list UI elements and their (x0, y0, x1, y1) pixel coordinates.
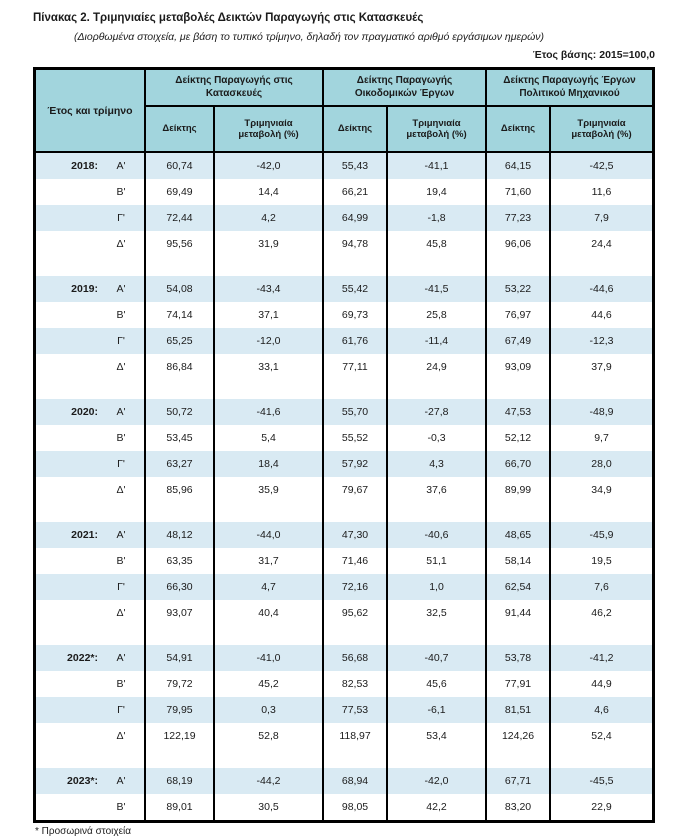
year-quarter-cell (36, 302, 146, 328)
value-cell: 83,20 (487, 794, 551, 820)
value-cell: 94,78 (324, 231, 388, 257)
value-cell: 77,11 (324, 354, 388, 380)
year-quarter-cell (36, 794, 146, 820)
value-cell: -40,6 (388, 522, 487, 548)
value-cell: -41,0 (215, 645, 324, 671)
empty-cell (487, 380, 551, 399)
table-row (36, 276, 652, 302)
table-row (36, 179, 652, 205)
empty-cell (388, 503, 487, 522)
value-cell: -44,0 (215, 522, 324, 548)
value-cell: 124,26 (487, 723, 551, 749)
year-quarter-cell (36, 354, 146, 380)
year-label: 2021: (71, 529, 98, 541)
header-sub-index-1: Δείκτης (146, 107, 215, 151)
empty-cell (215, 380, 324, 399)
value-cell: 52,4 (591, 730, 612, 742)
empty-cell (551, 749, 652, 768)
value-cell: 19,4 (388, 179, 487, 205)
value-cell: 53,4 (388, 723, 487, 749)
value-cell: -40,7 (388, 645, 487, 671)
spacer-row (36, 503, 652, 522)
spacer-row (36, 257, 652, 276)
quarter-label: Β' (116, 555, 126, 567)
value-cell: 44,9 (591, 678, 612, 690)
value-cell: 53,78 (487, 645, 551, 671)
value-cell: 37,1 (215, 302, 324, 328)
table-row (36, 522, 652, 548)
value-cell: 53,45 (146, 425, 215, 451)
table-row (36, 425, 652, 451)
empty-cell (36, 626, 146, 645)
table-body (36, 153, 652, 820)
value-cell: 77,23 (487, 205, 551, 231)
spacer-row (36, 380, 652, 399)
year-label: 2018: (71, 160, 98, 172)
value-cell: 82,53 (324, 671, 388, 697)
value-cell: 65,25 (146, 328, 215, 354)
value-cell: 79,95 (146, 697, 215, 723)
value-cell: 61,76 (324, 328, 388, 354)
value-cell: 69,73 (324, 302, 388, 328)
quarter-label: Α' (116, 283, 126, 295)
quarter-label: Α' (116, 160, 126, 172)
quarter-label: Β' (116, 801, 126, 813)
value-cell: 48,12 (146, 522, 215, 548)
value-cell: 44,6 (591, 309, 612, 321)
year-quarter-cell (36, 645, 146, 671)
quarter-label: Δ' (116, 730, 126, 742)
empty-cell (487, 503, 551, 522)
empty-cell (36, 257, 146, 276)
value-cell: 5,4 (215, 425, 324, 451)
value-cell: 55,43 (324, 153, 388, 179)
value-cell: 52,8 (215, 723, 324, 749)
value-cell: 76,97 (487, 302, 551, 328)
value-cell: 91,44 (487, 600, 551, 626)
value-cell: -12,3 (589, 335, 614, 347)
value-cell: 4,2 (215, 205, 324, 231)
value-cell: 95,62 (324, 600, 388, 626)
value-cell: 24,4 (591, 238, 612, 250)
year-label: 2020: (71, 406, 98, 418)
quarter-label: Δ' (116, 238, 126, 250)
value-cell: 57,92 (324, 451, 388, 477)
value-cell: -42,0 (215, 153, 324, 179)
value-cell: 18,4 (215, 451, 324, 477)
value-cell: 62,54 (487, 574, 551, 600)
value-cell: 45,2 (215, 671, 324, 697)
value-cell: 68,94 (324, 768, 388, 794)
table-row (36, 302, 652, 328)
value-cell: 53,22 (487, 276, 551, 302)
value-cell: 48,65 (487, 522, 551, 548)
value-cell: 42,2 (388, 794, 487, 820)
year-quarter-cell (36, 451, 146, 477)
header-sub-index-3: Δείκτης (487, 107, 551, 151)
empty-cell (324, 749, 388, 768)
empty-cell (324, 626, 388, 645)
value-cell: 95,56 (146, 231, 215, 257)
value-cell: 55,52 (324, 425, 388, 451)
value-cell: 7,6 (594, 581, 609, 593)
header-sub-change-2: Τριμηνιαία μεταβολή (%) (388, 107, 487, 151)
value-cell: -6,1 (388, 697, 487, 723)
year-quarter-cell (36, 153, 146, 179)
value-cell: 71,60 (487, 179, 551, 205)
value-cell: 79,72 (146, 671, 215, 697)
value-cell: 4,6 (594, 704, 609, 716)
year-quarter-cell (36, 522, 146, 548)
quarter-label: Α' (116, 652, 126, 664)
empty-cell (324, 380, 388, 399)
value-cell: 45,6 (388, 671, 487, 697)
year-quarter-cell (36, 328, 146, 354)
table-row (36, 477, 652, 503)
value-cell: -44,6 (589, 283, 614, 295)
table-row (36, 574, 652, 600)
quarter-label: Γ' (117, 212, 125, 224)
empty-cell (551, 503, 652, 522)
quarter-label: Α' (116, 406, 126, 418)
empty-cell (487, 626, 551, 645)
value-cell: 96,06 (487, 231, 551, 257)
base-year-note: Έτος βάσης: 2015=100,0 (532, 49, 655, 61)
value-cell: 25,8 (388, 302, 487, 328)
value-cell: 86,84 (146, 354, 215, 380)
value-cell: 85,96 (146, 477, 215, 503)
empty-cell (215, 749, 324, 768)
value-cell: 45,8 (388, 231, 487, 257)
spacer-row (36, 749, 652, 768)
empty-cell (324, 503, 388, 522)
table-row (36, 231, 652, 257)
year-quarter-cell (36, 231, 146, 257)
value-cell: 22,9 (591, 801, 612, 813)
empty-cell (146, 380, 215, 399)
empty-cell (388, 380, 487, 399)
quarter-label: Δ' (116, 361, 126, 373)
year-quarter-cell (36, 600, 146, 626)
value-cell: 7,9 (594, 212, 609, 224)
table-row (36, 328, 652, 354)
value-cell: -41,1 (388, 153, 487, 179)
empty-cell (215, 626, 324, 645)
value-cell: 93,09 (487, 354, 551, 380)
year-quarter-cell (36, 548, 146, 574)
value-cell: 89,99 (487, 477, 551, 503)
page-subtitle: (Διορθωμένα στοιχεία, με βάση το τυπικό τρίμηνο, δηλαδή τον πραγματικό αριθμό εργάσιμων ημερών) (74, 31, 545, 43)
value-cell: 77,91 (487, 671, 551, 697)
quarter-label: Α' (116, 775, 126, 787)
value-cell: 64,15 (487, 153, 551, 179)
empty-cell (324, 257, 388, 276)
quarter-label: Δ' (116, 607, 126, 619)
header-sub-change-3: Τριμηνιαία μεταβολή (%) (571, 117, 632, 140)
table-row (36, 768, 652, 794)
empty-cell (146, 749, 215, 768)
empty-cell (215, 257, 324, 276)
value-cell: 34,9 (591, 484, 612, 496)
value-cell: 66,21 (324, 179, 388, 205)
year-quarter-cell (36, 276, 146, 302)
page-title: Πίνακας 2. Τριμηνιαίες μεταβολές Δεικτών Παραγωγής στις Κατασκευές (33, 12, 424, 24)
value-cell: -43,4 (215, 276, 324, 302)
header-group-building-works: Δείκτης Παραγωγής Οικοδομικών Έργων (324, 70, 487, 107)
quarter-label: Β' (116, 432, 126, 444)
value-cell: -1,8 (388, 205, 487, 231)
year-label: 2019: (71, 283, 98, 295)
table-header (36, 70, 652, 153)
value-cell: 9,7 (594, 432, 609, 444)
value-cell: 68,19 (146, 768, 215, 794)
value-cell: 66,30 (146, 574, 215, 600)
value-cell: 4,7 (215, 574, 324, 600)
footnote: * Προσωρινά στοιχεία (35, 826, 132, 837)
value-cell: -41,2 (589, 652, 614, 664)
year-quarter-cell (36, 671, 146, 697)
value-cell: 50,72 (146, 399, 215, 425)
value-cell: 35,9 (215, 477, 324, 503)
empty-cell (388, 626, 487, 645)
table-row (36, 794, 652, 820)
value-cell: -41,6 (215, 399, 324, 425)
table-row (36, 153, 652, 179)
empty-cell (36, 380, 146, 399)
value-cell: 67,49 (487, 328, 551, 354)
value-cell: 60,74 (146, 153, 215, 179)
value-cell: -0,3 (388, 425, 487, 451)
value-cell: -42,5 (589, 160, 614, 172)
value-cell: 89,01 (146, 794, 215, 820)
value-cell: 0,3 (215, 697, 324, 723)
year-quarter-cell (36, 723, 146, 749)
value-cell: 74,14 (146, 302, 215, 328)
quarter-label: Γ' (117, 458, 125, 470)
data-table (33, 67, 655, 823)
empty-cell (388, 257, 487, 276)
value-cell: 14,4 (215, 179, 324, 205)
value-cell: -44,2 (215, 768, 324, 794)
value-cell: 55,42 (324, 276, 388, 302)
value-cell: 37,9 (591, 361, 612, 373)
value-cell: 54,91 (146, 645, 215, 671)
header-year-quarter: Έτος και τρίμηνο (36, 70, 146, 151)
value-cell: -45,5 (589, 775, 614, 787)
table-row (36, 697, 652, 723)
value-cell: 47,53 (487, 399, 551, 425)
value-cell: 71,46 (324, 548, 388, 574)
value-cell: 28,0 (591, 458, 612, 470)
table-row (36, 671, 652, 697)
year-quarter-cell (36, 205, 146, 231)
value-cell: 55,70 (324, 399, 388, 425)
table-row (36, 354, 652, 380)
value-cell: 77,53 (324, 697, 388, 723)
value-cell: 1,0 (388, 574, 487, 600)
value-cell: -48,9 (589, 406, 614, 418)
value-cell: 40,4 (215, 600, 324, 626)
value-cell: 51,1 (388, 548, 487, 574)
value-cell: 4,3 (388, 451, 487, 477)
value-cell: 118,97 (324, 723, 388, 749)
value-cell: 122,19 (146, 723, 215, 749)
value-cell: -45,9 (589, 529, 614, 541)
table-row (36, 548, 652, 574)
table-row (36, 723, 652, 749)
value-cell: 54,08 (146, 276, 215, 302)
value-cell: 31,7 (215, 548, 324, 574)
value-cell: 64,99 (324, 205, 388, 231)
table-row (36, 645, 652, 671)
value-cell: 11,6 (591, 186, 612, 198)
value-cell: 63,35 (146, 548, 215, 574)
header-group-civil-engineering: Δείκτης Παραγωγής Έργων Πολιτικού Μηχανικού (487, 70, 652, 107)
year-quarter-cell (36, 477, 146, 503)
value-cell: 46,2 (591, 607, 612, 619)
year-quarter-cell (36, 768, 146, 794)
header-sub-index-2: Δείκτης (324, 107, 388, 151)
value-cell: -12,0 (215, 328, 324, 354)
year-label: 2022*: (67, 652, 98, 664)
value-cell: 37,6 (388, 477, 487, 503)
quarter-label: Γ' (117, 581, 125, 593)
value-cell: -11,4 (388, 328, 487, 354)
value-cell: -27,8 (388, 399, 487, 425)
empty-cell (146, 503, 215, 522)
value-cell: 24,9 (388, 354, 487, 380)
header-sub-change-1: Τριμηνιαία μεταβολή (%) (215, 107, 324, 151)
value-cell: 63,27 (146, 451, 215, 477)
value-cell: 33,1 (215, 354, 324, 380)
empty-cell (215, 503, 324, 522)
quarter-label: Β' (116, 309, 126, 321)
spacer-row (36, 626, 652, 645)
empty-cell (551, 380, 652, 399)
value-cell: 66,70 (487, 451, 551, 477)
value-cell: -42,0 (388, 768, 487, 794)
value-cell: 79,67 (324, 477, 388, 503)
quarter-label: Β' (116, 186, 126, 198)
value-cell: 81,51 (487, 697, 551, 723)
year-quarter-cell (36, 425, 146, 451)
value-cell: 58,14 (487, 548, 551, 574)
empty-cell (36, 749, 146, 768)
empty-cell (551, 626, 652, 645)
value-cell: 69,49 (146, 179, 215, 205)
value-cell: 72,16 (324, 574, 388, 600)
value-cell: 47,30 (324, 522, 388, 548)
empty-cell (146, 626, 215, 645)
value-cell: 52,12 (487, 425, 551, 451)
value-cell: -41,5 (388, 276, 487, 302)
empty-cell (36, 503, 146, 522)
value-cell: 98,05 (324, 794, 388, 820)
value-cell: 72,44 (146, 205, 215, 231)
quarter-label: Δ' (116, 484, 126, 496)
quarter-label: Γ' (117, 335, 125, 347)
quarter-label: Α' (116, 529, 126, 541)
header-group-construction: Δείκτης Παραγωγής στις Κατασκευές (146, 70, 324, 107)
empty-cell (388, 749, 487, 768)
table-row (36, 399, 652, 425)
value-cell: 93,07 (146, 600, 215, 626)
year-label: 2023*: (67, 775, 98, 787)
empty-cell (487, 749, 551, 768)
value-cell: 31,9 (215, 231, 324, 257)
quarter-label: Γ' (117, 704, 125, 716)
empty-cell (146, 257, 215, 276)
table-row (36, 451, 652, 477)
value-cell: 19,5 (591, 555, 612, 567)
empty-cell (551, 257, 652, 276)
value-cell: 67,71 (487, 768, 551, 794)
quarter-label: Β' (116, 678, 126, 690)
value-cell: 32,5 (388, 600, 487, 626)
year-quarter-cell (36, 399, 146, 425)
value-cell: 56,68 (324, 645, 388, 671)
year-quarter-cell (36, 697, 146, 723)
table-row (36, 600, 652, 626)
table-row (36, 205, 652, 231)
value-cell: 30,5 (215, 794, 324, 820)
empty-cell (487, 257, 551, 276)
year-quarter-cell (36, 179, 146, 205)
year-quarter-cell (36, 574, 146, 600)
